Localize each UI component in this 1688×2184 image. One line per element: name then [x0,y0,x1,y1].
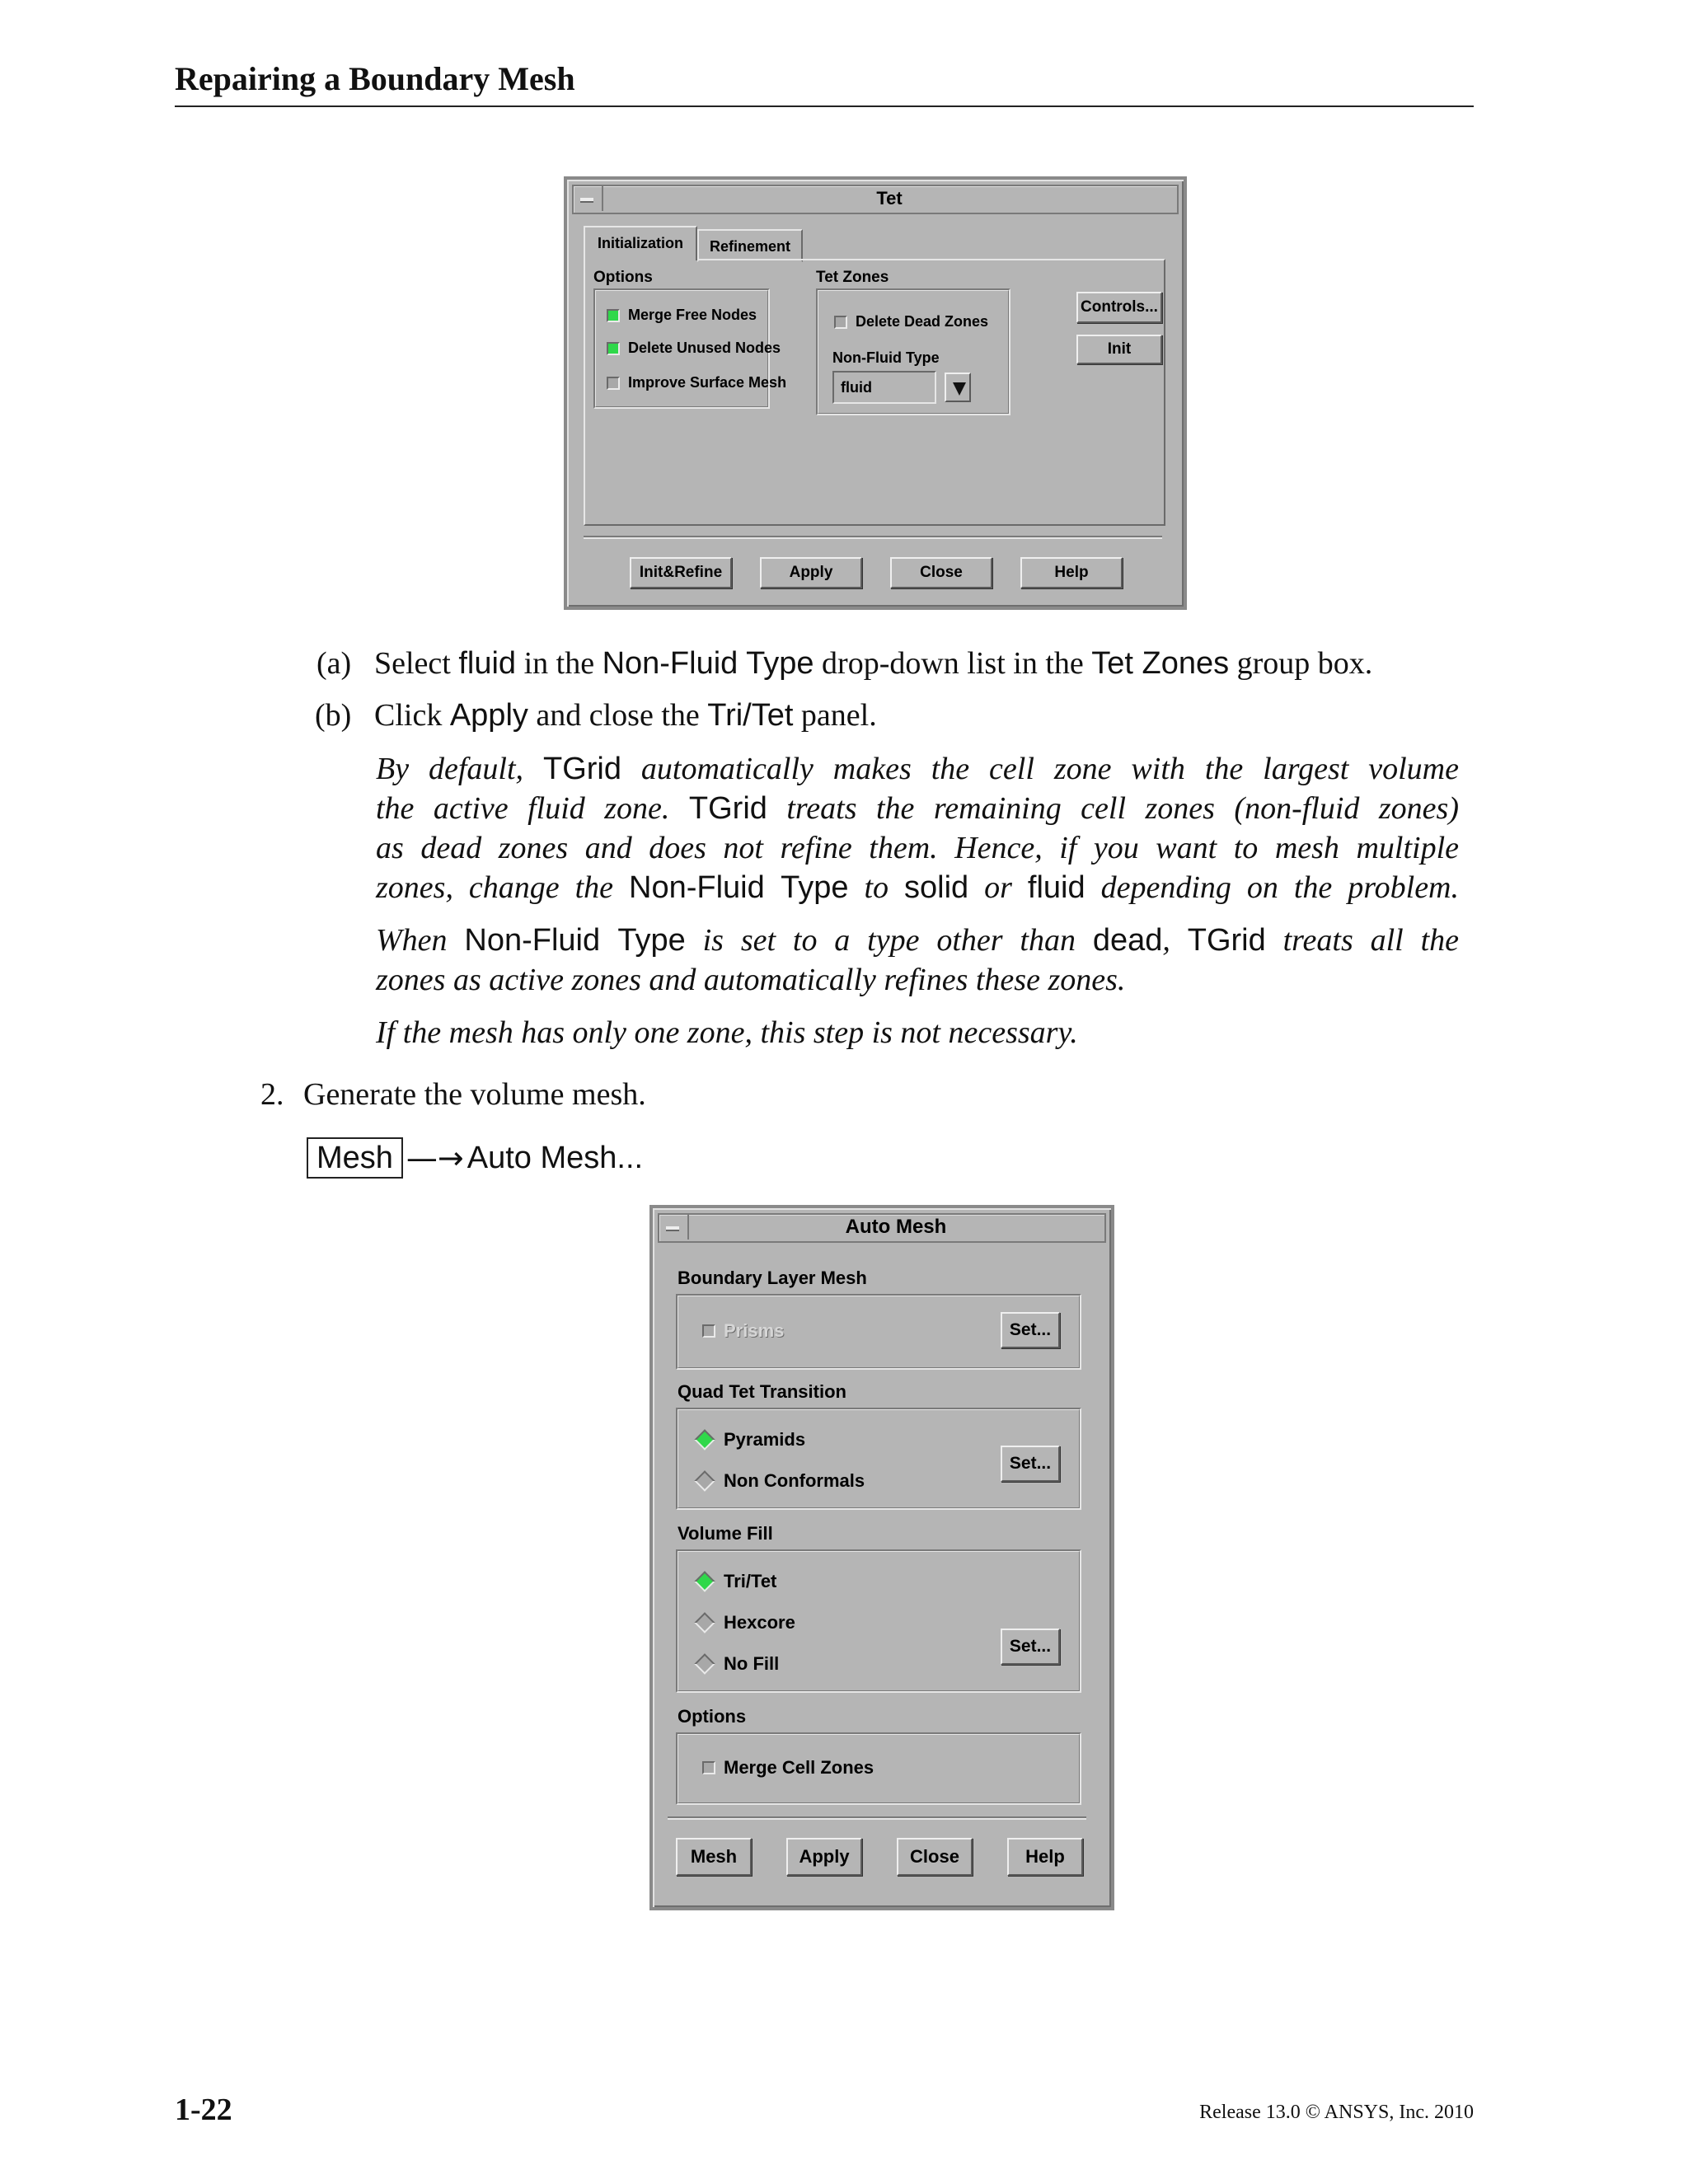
header-rule [175,105,1474,107]
note-default-line-4: zones, change the Non-Fluid Type to solid or fluid depending on the problem. [376,870,1459,905]
page-header-title: Repairing a Boundary Mesh [175,60,575,97]
tet-dialog [564,176,1187,610]
checkbox-unchecked-icon [607,377,620,390]
non-conformals-radio[interactable]: Non Conformals [694,1470,865,1492]
volume-fill-label: Volume Fill [678,1523,773,1544]
note-default-line-2: the active fluid zone. TGrid treats the remaining cell zones (non-fluid zones) [376,791,1459,826]
checkbox-unchecked-icon [834,316,847,329]
mesh-button[interactable]: Mesh [676,1838,752,1876]
note-default-line-1: By default, TGrid automatically makes the cell zone with the largest volume [376,752,1459,786]
arrow-right-icon: —→ [406,1140,464,1176]
pyramids-radio[interactable]: Pyramids [694,1429,805,1451]
checkbox-checked-icon [607,309,620,322]
delete-dead-zones-checkbox[interactable]: Delete Dead Zones [834,313,988,330]
non-fluid-type-label: Non-Fluid Type [832,349,940,366]
init-button[interactable]: Init [1076,335,1162,364]
quad-tet-set-button[interactable]: Set... [1001,1446,1060,1482]
help-button[interactable]: Help [1020,557,1123,588]
tri-tet-radio[interactable]: Tri/Tet [694,1571,776,1592]
quad-tet-label: Quad Tet Transition [678,1381,846,1402]
close-button[interactable]: Close [897,1838,973,1876]
checkbox-unchecked-icon [702,1324,715,1338]
options-label: Options [678,1706,747,1727]
help-button[interactable]: Help [1007,1838,1083,1876]
prisms-checkbox[interactable]: Prisms [702,1320,784,1342]
note-default-line-3: as dead zones and does not refine them. Hence, if you want to mesh multiple [376,831,1459,865]
tet-dialog-separator [584,536,1162,539]
auto-mesh-title: Auto Mesh [845,1216,947,1238]
checkbox-unchecked-icon [702,1761,715,1774]
note-nonfluid-line-2: zones as active zones and automatically refines these zones. [376,963,1126,997]
radio-selected-icon [694,1571,715,1591]
radio-unselected-icon [694,1612,715,1633]
checkbox-checked-icon [607,342,620,355]
auto-mesh-titlebar [658,1213,1106,1243]
tet-dialog-titlebar [572,185,1179,214]
controls-button[interactable]: Controls... [1076,292,1162,323]
step-b-text: Click Apply and close the Tri/Tet panel. [374,698,877,733]
step-2-marker: 2. [260,1077,284,1112]
boundary-layer-set-button[interactable]: Set... [1001,1312,1060,1348]
step-b-marker: (b) [315,698,352,733]
page-number: 1-22 [175,2093,232,2127]
step-2-text: Generate the volume mesh. [303,1077,646,1112]
merge-cell-zones-checkbox[interactable]: Merge Cell Zones [702,1757,874,1779]
radio-unselected-icon [694,1653,715,1674]
delete-unused-nodes-checkbox[interactable]: Delete Unused Nodes [607,340,781,357]
release-note: Release 13.0 © ANSYS, Inc. 2010 [1199,2102,1474,2123]
tet-dialog-title: Tet [876,188,903,209]
non-fluid-type-field[interactable]: fluid [832,371,936,404]
menu-mesh[interactable]: Mesh [307,1137,403,1179]
init-refine-button[interactable]: Init&Refine [630,557,732,588]
step-a-text: Select fluid in the Non-Fluid Type drop-down list in the Tet Zones group box. [374,646,1373,681]
window-menu-icon[interactable] [659,1215,689,1240]
radio-unselected-icon [694,1470,715,1491]
close-button[interactable]: Close [890,557,992,588]
auto-mesh-separator [668,1816,1086,1820]
tab-initialization[interactable]: Initialization [584,226,697,260]
step-a-marker: (a) [316,646,352,681]
auto-mesh-dialog [649,1205,1114,1910]
improve-surface-mesh-checkbox[interactable]: Improve Surface Mesh [607,374,786,391]
dropdown-arrow-icon[interactable] [945,373,971,402]
window-menu-icon[interactable] [574,186,603,211]
hexcore-radio[interactable]: Hexcore [694,1612,795,1633]
tet-zones-group-label: Tet Zones [816,269,889,286]
boundary-layer-label: Boundary Layer Mesh [678,1268,867,1288]
merge-free-nodes-checkbox[interactable]: Merge Free Nodes [607,307,757,324]
options-group-label: Options [593,269,653,286]
radio-selected-icon [694,1429,715,1450]
menu-item-auto-mesh[interactable]: Auto Mesh... [467,1140,644,1175]
no-fill-radio[interactable]: No Fill [694,1653,779,1675]
apply-button[interactable]: Apply [786,1838,862,1876]
note-single-zone: If the mesh has only one zone, this step is not necessary. [376,1015,1078,1050]
note-nonfluid-line-1: When Non-Fluid Type is set to a type other than dead, TGrid treats all the [376,923,1460,958]
menu-path [307,1137,643,1179]
volume-fill-set-button[interactable]: Set... [1001,1629,1060,1665]
apply-button[interactable]: Apply [760,557,862,588]
tab-refinement[interactable]: Refinement [697,229,803,262]
